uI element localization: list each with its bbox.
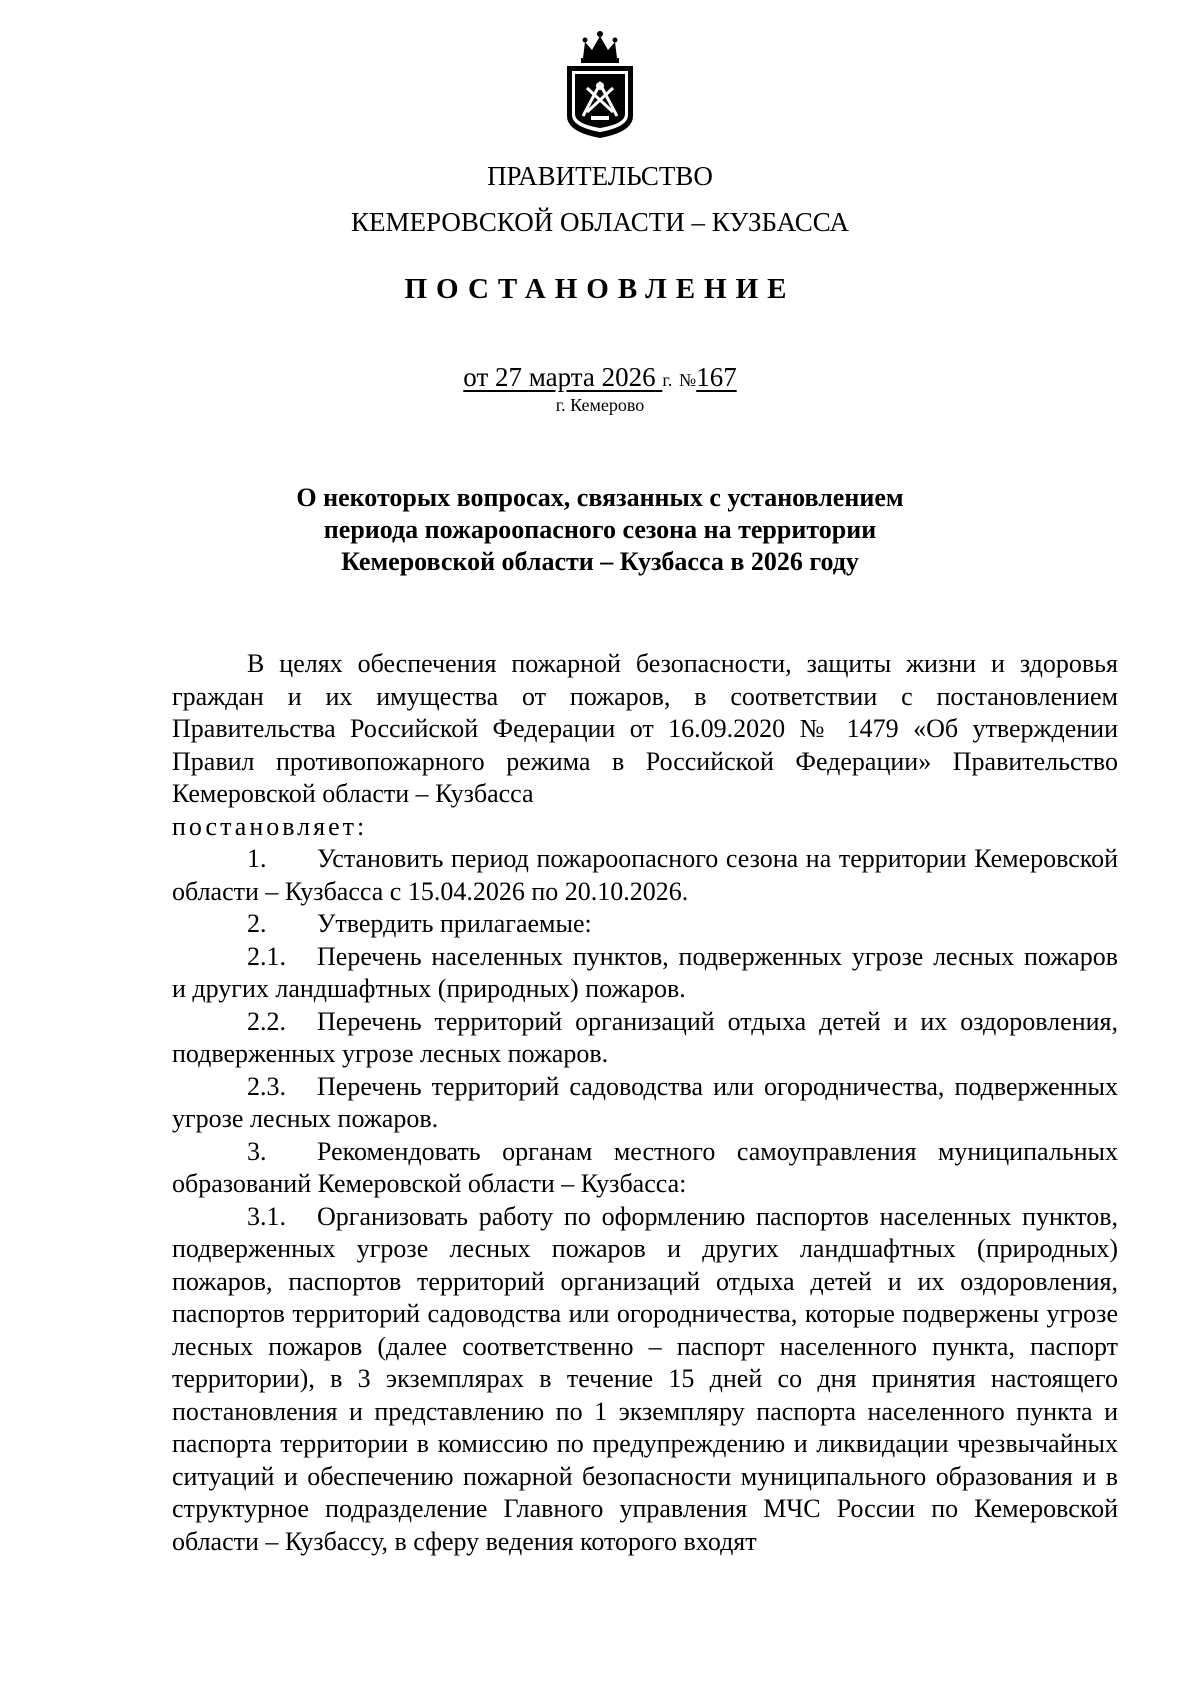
clause-number: 3. (247, 1136, 267, 1166)
document-number: 167 (696, 362, 737, 392)
title-line: Кемеровской области – Кузбасса в 2026 году (341, 547, 859, 576)
clause-paragraph (172, 843, 1118, 908)
coat-of-arms-emblem (561, 28, 639, 140)
org-name-line1: ПРАВИТЕЛЬСТВО (487, 161, 713, 191)
org-name-line2: КЕМЕРОВСКОЙ ОБЛАСТИ – КУЗБАССА (351, 207, 849, 237)
number-sign: № (679, 370, 697, 390)
city-name: г. Кемерово (555, 395, 645, 415)
clause-number: 2.1. (247, 941, 286, 971)
clause-paragraph (172, 1136, 1118, 1201)
clause-number: 2.2. (247, 1006, 286, 1036)
clause-paragraph (172, 908, 1118, 941)
clause-text: Утвердить прилагаемые: (317, 909, 592, 938)
document-body (172, 648, 1118, 1558)
title-line: периода пожароопасного сезона на территории (323, 515, 877, 544)
clause-number: 2. (247, 909, 267, 938)
clause-text: Организовать работу по оформлению паспортов населенных пунктов, подверженных угрозе лесных пожаров и других ландшафтных (природных) пожаров, паспортов территорий организаций отдыха детей и их оздоровления, паспортов территорий садоводства или огородничества, которые подвержены угрозе лесных пожаров (далее соответственно – паспорт населенного пункта, паспорт территории), в 3 экземплярах в течение 15 дней со дня принятия настоящего постановления и представлению по 1 экземпляру паспорта населенного пункта и паспорта территории в комиссию по предупреждению и ликвидации чрезвычайных ситуаций и обеспечению пожарной безопасности муниципального образования и в структурное подразделение Главного управления МЧС России по Кемеровской области – Кузбассу, в сферу ведения которого входят (172, 1201, 1118, 1556)
document-type-heading: ПОСТАНОВЛЕНИЕ (404, 273, 796, 305)
clause-paragraph (172, 1006, 1118, 1071)
clause-text: Перечень населенных пунктов, подверженных угрозе лесных пожаров и других ландшафтных (природных) пожаров. (172, 941, 1118, 1003)
clause-number: 2.3. (247, 1071, 286, 1101)
document-title (0, 482, 1200, 578)
clause-text: Рекомендовать органам местного самоуправления муниципальных образований Кемеровской области – Кузбасса: (172, 1136, 1118, 1198)
clause-number: 1. (247, 844, 267, 873)
clause-paragraph (172, 941, 1118, 1006)
coat-of-arms-icon (561, 28, 639, 140)
clause-text: Перечень территорий организаций отдыха детей и их оздоровления, подверженных угрозе лесных пожаров. (172, 1006, 1118, 1068)
preamble-paragraph: В целях обеспечения пожарной безопасности, защиты жизни и здоровья граждан и их имущества от пожаров, в соответствии с постановлением Правительства Российской Федерации от 16.09.2020 № 1479 «Об утверждении Правил противопожарного режима в Российской Федерации» Правительство Кемеровской области – Кузбасса (172, 649, 1118, 808)
title-line: О некоторых вопросах, связанных с установлением (296, 483, 904, 512)
clause-text: Установить период пожароопасного сезона на территории Кемеровской области – Кузбасса с 15.04.2026 по 20.10.2026. (172, 844, 1118, 906)
resolves-line: постановляет: (172, 811, 368, 841)
clause-text: Перечень территорий садоводства или огородничества, подверженных угрозе лесных пожаров. (172, 1071, 1118, 1133)
year-suffix: г. (662, 370, 673, 390)
clause-number: 3.1. (247, 1201, 286, 1231)
clause-paragraph (172, 1071, 1118, 1136)
document-date: от 27 марта 2026 (463, 362, 656, 392)
clause-paragraph (172, 1201, 1118, 1559)
date-number-line (0, 362, 1200, 395)
